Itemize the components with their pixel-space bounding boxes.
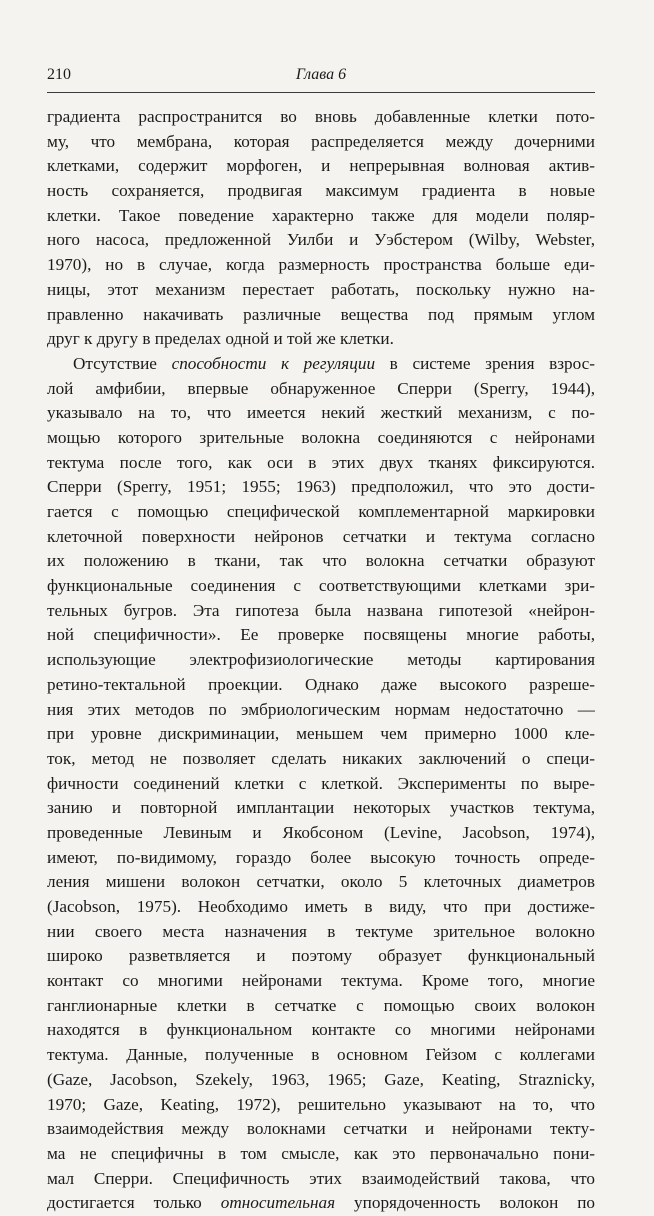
text-line: му, что мембрана, которая распределяется между дочерними xyxy=(47,131,595,151)
text-run: в системе зрения взрос- xyxy=(375,353,595,373)
text-line: функциональные соединения с соответствующими клетками зри- xyxy=(47,576,595,596)
italic-emphasis: способности к регуляции xyxy=(171,353,376,373)
text-line: клетками, содержит морфоген, и непрерывная волновая актив- xyxy=(47,156,595,176)
text-line: клетки. Такое поведение характерно также для модели поляр- xyxy=(47,205,595,225)
text-line: ного насоса, предложенной Уилби и Уэбстером (Wilby, Webster, xyxy=(47,230,595,250)
text-line: широко разветвляется и поэтому образует функциональный xyxy=(47,946,595,966)
text-line: 1970; Gaze, Keating, 1972), решительно указывают на то, что xyxy=(47,1094,595,1114)
text-line: гается с помощью специфической комплементарной маркировки xyxy=(47,502,595,521)
header-rule xyxy=(47,92,595,93)
text-run: достигается только xyxy=(47,1193,221,1213)
text-line-first xyxy=(47,352,595,377)
text-line: (Jacobson, 1975). Необходимо иметь в виду, что при достиже- xyxy=(47,897,595,916)
page-number: 210 xyxy=(47,66,71,83)
text-line: Сперри (Sperry, 1951; 1955; 1963) предположил, что это дости- xyxy=(47,477,595,497)
text-line: тектума. Данные, полученные в основном Гейзом с коллегами xyxy=(47,1045,595,1065)
body-text xyxy=(47,105,595,1216)
text-line: клеточной поверхности нейронов сетчатки и тектума согласно xyxy=(47,526,595,546)
text-line: при уровне дискриминации, меньшем чем примерно 1000 кле- xyxy=(47,724,595,744)
text-line: имеют, по-видимому, гораздо более высокую точность опреде- xyxy=(47,847,595,867)
text-line: тектума после того, как оси в этих двух тканях фиксируются. xyxy=(47,452,595,472)
text-line: ной специфичности». Ее проверке посвящены многие работы, xyxy=(47,625,595,645)
text-line: мал Сперри. Специфичность этих взаимодействий такова, что xyxy=(47,1168,595,1188)
text-line: мощью которого зрительные волокна соединяются с нейронами xyxy=(47,427,595,447)
italic-emphasis: относительная xyxy=(220,1193,336,1213)
text-run: упорядоченность волокон по xyxy=(335,1193,595,1213)
text-line: 1970), но в случае, когда размерность пространства больше еди- xyxy=(47,255,595,275)
text-line: находятся в функциональном контакте со многими нейронами xyxy=(47,1020,595,1040)
text-line-last xyxy=(47,1191,595,1216)
text-line: ретино-тектальной проекции. Однако даже высокого разреше- xyxy=(47,674,595,694)
text-line: ганглионарные клетки в сетчатке с помощью своих волокон xyxy=(47,995,595,1015)
running-head: Глава 6 xyxy=(295,66,347,83)
text-line: тельных бугров. Эта гипотеза была названа гипотезой «нейрон- xyxy=(47,600,595,620)
text-run: Отсутствие xyxy=(73,353,172,373)
text-line: градиента распространится во вновь добавленные клетки пото- xyxy=(47,107,595,126)
text-line: лой амфибии, впервые обнаруженное Сперри (Sperry, 1944), xyxy=(47,378,595,398)
text-line: ницы, этот механизм перестает работать, поскольку нужно на- xyxy=(47,279,595,299)
text-line: проведенные Левиным и Якобсоном (Levine, Jacobson, 1974), xyxy=(47,822,595,842)
text-line: нии своего места назначения в тектуме зрительное волокно xyxy=(47,921,595,941)
text-line: занию и повторной имплантации некоторых участков тектума, xyxy=(47,798,595,818)
text-line: взаимодействия между волокнами сетчатки и нейронами тектy- xyxy=(47,1119,595,1139)
text-line: ния этих методов по эмбриологическим нормам недостаточно — xyxy=(47,699,595,719)
text-line: фичности соединений клетки с клеткой. Эксперименты по выре- xyxy=(47,773,595,793)
page-header xyxy=(47,66,595,88)
text-line: использующие электрофизиологические методы картирования xyxy=(47,650,595,670)
text-line: правленно накачивать различные вещества под прямым углом xyxy=(47,304,595,324)
text-line: контакт со многими нейронами тектума. Кроме того, многие xyxy=(47,971,595,991)
text-line: ма не специфичны в том смысле, как это первоначально пони- xyxy=(47,1143,595,1163)
paragraph-1 xyxy=(47,105,595,352)
text-line: ток, метод не позволяет сделать никаких заключений о специ- xyxy=(47,748,595,768)
text-line: указывало на то, что имеется некий жесткий механизм, с по- xyxy=(47,403,595,423)
text-line: (Gaze, Jacobson, Szekely, 1963, 1965; Gaze, Keating, Straznicky, xyxy=(47,1069,595,1089)
text-line: друг к другу в пределах одной и той же клетки. xyxy=(47,329,394,349)
text-line: ления мишени волокон сетчатки, около 5 клеточных диаметров xyxy=(47,872,595,892)
text-line: их положению в ткани, так что волокна сетчатки образуют xyxy=(47,551,595,571)
paragraph-2 xyxy=(47,352,595,1216)
text-line: ность сохраняется, продвигая максимум градиента в новые xyxy=(47,181,595,201)
